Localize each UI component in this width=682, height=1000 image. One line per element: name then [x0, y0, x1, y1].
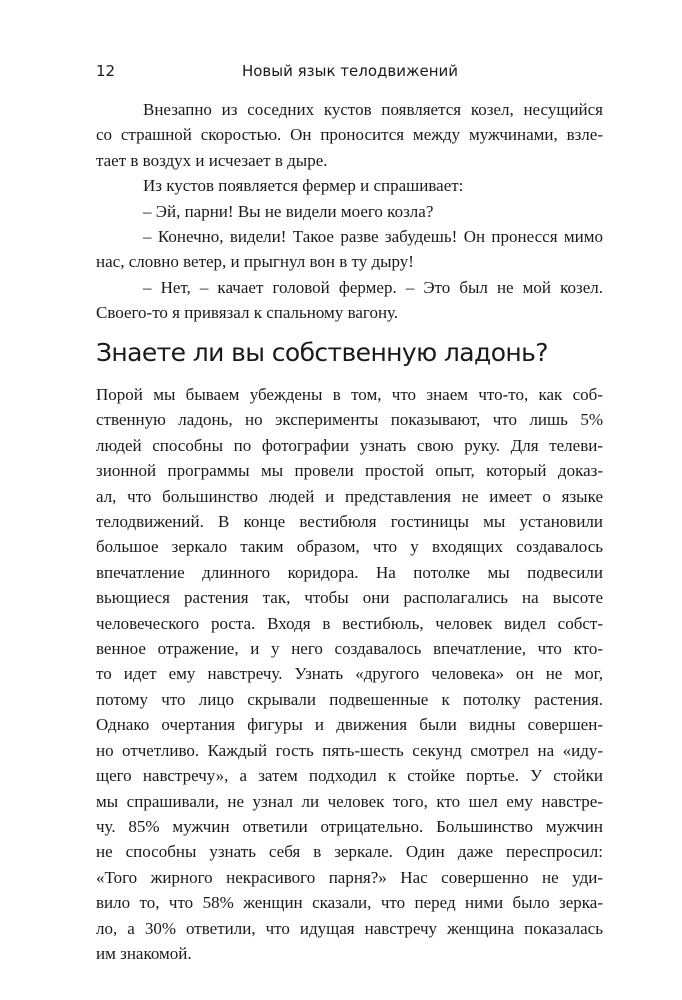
text-line: щего навстречу», а затем подходил к стойке портье. У стойки	[96, 766, 603, 786]
anecdote-text	[96, 97, 603, 326]
text-line: нас, словно ветер, и прыгнул вон в ту дыру!	[96, 252, 414, 272]
page-number: 12	[96, 62, 116, 80]
text-line: Порой мы бываем убеждены в том, что знаем что-то, как соб-	[96, 385, 603, 404]
text-line: венное отражение, и у него создавалось впечатление, что кто-	[96, 639, 603, 659]
text-line: Своего-то я привязал к спальному вагону.	[96, 303, 399, 323]
text-line: им знакомой.	[96, 943, 192, 963]
text-line: Из кустов появляется фермер и спрашивает:	[143, 176, 464, 196]
section-body-text	[96, 382, 603, 966]
text-line: Однако очертания фигуры и движения были видны совершен-	[96, 715, 603, 735]
text-line: – Конечно, видели! Такое разве забудешь! Он пронесся мимо	[143, 227, 603, 247]
text-line: потому что лицо скрывали подвешенные к потолку растения.	[96, 689, 603, 709]
text-line: ал, что большинство людей и представления не имеет о языке	[96, 486, 603, 506]
text-line: – Нет, – качает головой фермер. – Это был не мой козел.	[143, 277, 603, 297]
text-line: Внезапно из соседних кустов появляется козел, несущийся	[143, 100, 603, 119]
text-line: но отчетливо. Каждый гость пять-шесть секунд смотрел на «иду-	[96, 740, 603, 760]
text-line: мы спрашивали, не узнал ли человек того, кто шел ему навстре-	[96, 791, 603, 811]
text-line: впечатление длинного коридора. На потолке мы подвесили	[96, 562, 603, 582]
text-line: ло, а 30% ответили, что идущая навстречу женщина показалась	[96, 918, 603, 938]
text-line: зионной программы мы провели простой опыт, который доказ-	[96, 461, 603, 481]
text-line: – Эй, парни! Вы не видели моего козла?	[143, 201, 434, 221]
text-line: ственную ладонь, но эксперименты показывают, что лишь 5%	[96, 410, 603, 430]
text-line: со страшной скоростью. Он проносится между мужчинами, взле-	[96, 125, 603, 145]
text-line: большое зеркало таким образом, что у входящих создавалось	[96, 537, 603, 557]
page-header	[96, 62, 604, 86]
text-line: то идет ему навстречу. Узнать «другого человека» он не мог,	[96, 664, 603, 684]
running-title: Новый язык телодвижений	[241, 62, 459, 80]
section-heading: Знаете ли вы собственную ладонь?	[96, 338, 548, 367]
text-line: «Того жирного некрасивого парня?» Нас совершенно не уди-	[96, 867, 603, 887]
text-line: тает в воздух и исчезает в дыре.	[96, 150, 328, 170]
text-line: вьющиеся растения так, чтобы они располагались на высоте	[96, 588, 603, 608]
text-line: телодвижений. В конце вестибюля гостиницы мы установили	[96, 512, 603, 532]
text-line: человеческого роста. Входя в вестибюль, человек видел собст-	[96, 613, 603, 633]
text-line: людей способны по фотографии узнать свою руку. Для телеви-	[96, 435, 603, 455]
text-line: не способны узнать себя в зеркале. Один даже переспросил:	[96, 842, 603, 862]
text-line: чу. 85% мужчин ответили отрицательно. Большинство мужчин	[96, 816, 603, 836]
text-line: вило то, что 58% женщин сказали, что перед ними было зерка-	[96, 893, 603, 913]
